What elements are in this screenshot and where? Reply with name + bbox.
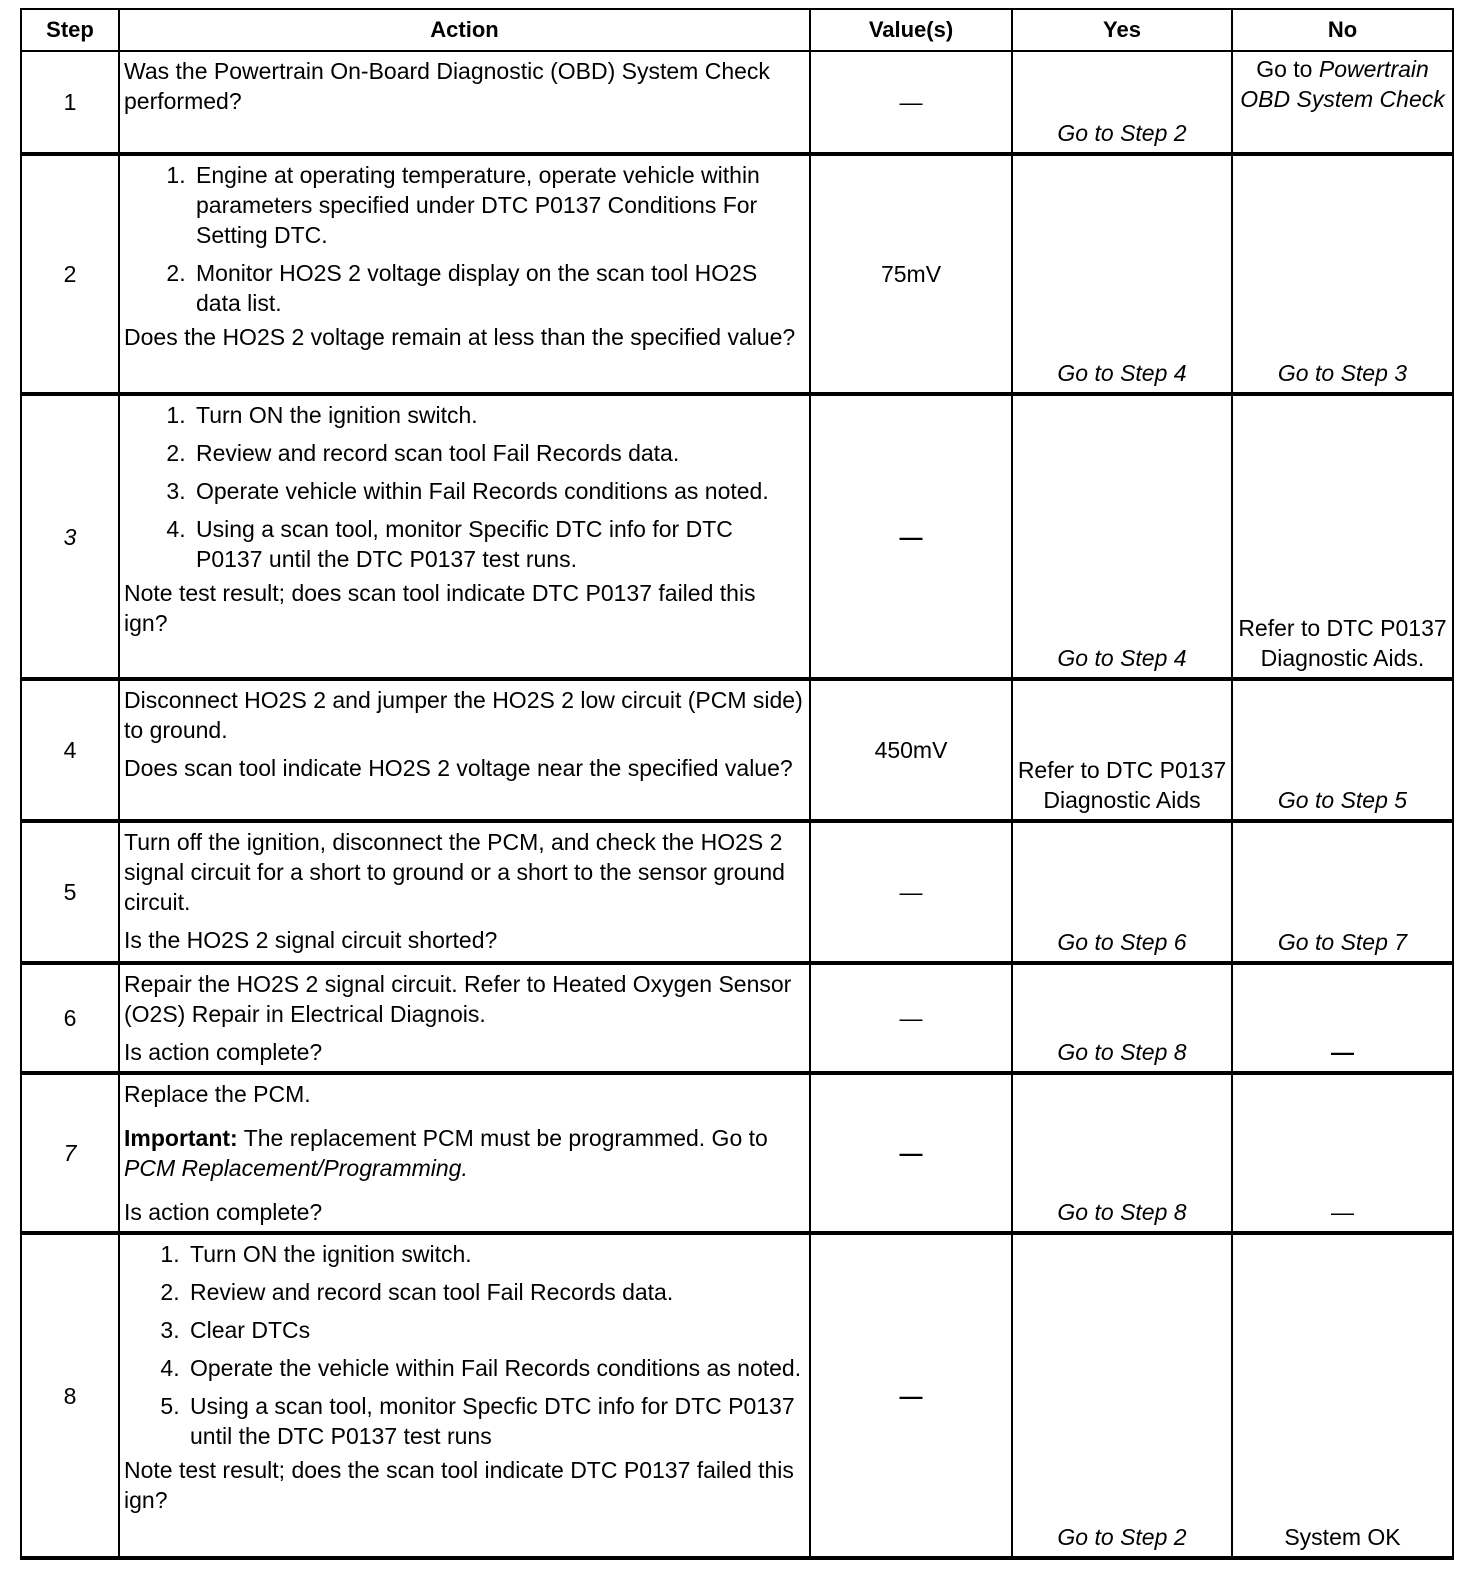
header-action: Action	[119, 9, 810, 51]
action-cell	[119, 821, 810, 963]
yes-cell: Go to Step 6	[1012, 821, 1232, 963]
important-note	[124, 1123, 803, 1183]
table-row	[21, 51, 1453, 154]
header-no: No	[1232, 9, 1453, 51]
step-number: 4	[21, 679, 119, 821]
action-cell	[119, 394, 810, 679]
no-cell: System OK	[1232, 1233, 1453, 1558]
action-cell	[119, 679, 810, 821]
action-question: Is the HO2S 2 signal circuit shorted?	[124, 927, 498, 953]
no-cell: Go to Step 5	[1232, 679, 1453, 821]
no-cell	[1232, 51, 1453, 154]
value-cell: —	[810, 51, 1012, 154]
action-text: Replace the PCM.	[124, 1081, 311, 1107]
table-row	[21, 154, 1453, 394]
action-cell	[119, 963, 810, 1073]
action-text: Disconnect HO2S 2 and jumper the HO2S 2 low circuit (PCM side) to ground.	[124, 687, 803, 743]
action-text: Was the Powertrain On-Board Diagnostic (OBD) System Check performed?	[124, 58, 770, 114]
action-question: Is action complete?	[124, 1039, 323, 1065]
action-question: Does the HO2S 2 voltage remain at less than the specified value?	[124, 324, 796, 350]
list-item: 3. Operate vehicle within Fail Records conditions as noted.	[192, 476, 803, 506]
action-list	[124, 1239, 803, 1451]
step-number: 2	[21, 154, 119, 394]
list-item: 4. Operate the vehicle within Fail Records conditions as noted.	[186, 1353, 803, 1383]
value-cell: —	[810, 394, 1012, 679]
step-number: 8	[21, 1233, 119, 1558]
header-values: Value(s)	[810, 9, 1012, 51]
step-number: 7	[21, 1073, 119, 1233]
yes-cell: Go to Step 4	[1012, 394, 1232, 679]
list-item: 5. Using a scan tool, monitor Specfic DTC info for DTC P0137 until the DTC P0137 test runs	[186, 1391, 803, 1451]
table-row	[21, 679, 1453, 821]
action-cell	[119, 1233, 810, 1558]
important-label: Important:	[124, 1125, 238, 1151]
list-item: 1. Turn ON the ignition switch.	[192, 400, 803, 430]
yes-cell: Go to Step 8	[1012, 963, 1232, 1073]
action-question: Note test result; does scan tool indicate DTC P0137 failed this ign?	[124, 580, 756, 636]
no-cell: Refer to DTC P0137 Diagnostic Aids.	[1232, 394, 1453, 679]
step-number: 5	[21, 821, 119, 963]
value-cell: —	[810, 1233, 1012, 1558]
action-list	[124, 400, 803, 574]
important-reference: PCM Replacement/Programming.	[124, 1155, 468, 1181]
yes-cell: Go to Step 2	[1012, 51, 1232, 154]
value-cell: 450mV	[810, 679, 1012, 821]
step-number: 1	[21, 51, 119, 154]
header-row	[21, 9, 1453, 51]
step-number: 3	[21, 394, 119, 679]
table-row	[21, 821, 1453, 963]
list-item: 2. Review and record scan tool Fail Records data.	[186, 1277, 803, 1307]
list-item: 2. Monitor HO2S 2 voltage display on the scan tool HO2S data list.	[192, 258, 803, 318]
yes-cell: Go to Step 2	[1012, 1233, 1232, 1558]
value-cell: —	[810, 1073, 1012, 1233]
step-number: 6	[21, 963, 119, 1073]
action-question: Does scan tool indicate HO2S 2 voltage near the specified value?	[124, 755, 793, 781]
action-text: Turn off the ignition, disconnect the PCM, and check the HO2S 2 signal circuit for a short to ground or a short to the sensor ground circuit.	[124, 829, 785, 915]
yes-cell: Go to Step 4	[1012, 154, 1232, 394]
table-row	[21, 963, 1453, 1073]
action-cell	[119, 1073, 810, 1233]
action-list	[124, 160, 803, 318]
no-prefix: Go to	[1256, 56, 1313, 82]
value-cell: —	[810, 963, 1012, 1073]
action-question: Is action complete?	[124, 1199, 323, 1225]
list-item: 1. Engine at operating temperature, operate vehicle within parameters specified under DTC P0137 Conditions For Setting DTC.	[192, 160, 803, 250]
action-cell	[119, 51, 810, 154]
diagnostic-table	[20, 8, 1454, 1560]
important-text: The replacement PCM must be programmed. Go to	[243, 1125, 768, 1151]
list-item: 1. Turn ON the ignition switch.	[186, 1239, 803, 1269]
no-cell: Go to Step 3	[1232, 154, 1453, 394]
no-reference: Powertrain OBD System Check	[1240, 56, 1445, 112]
list-item: 3. Clear DTCs	[186, 1315, 803, 1345]
header-yes: Yes	[1012, 9, 1232, 51]
table-row	[21, 1073, 1453, 1233]
action-text: Repair the HO2S 2 signal circuit. Refer to Heated Oxygen Sensor (O2S) Repair in Electrical Diagnois.	[124, 971, 792, 1027]
action-question: Note test result; does the scan tool indicate DTC P0137 failed this ign?	[124, 1457, 794, 1513]
value-cell: —	[810, 821, 1012, 963]
list-item: 4. Using a scan tool, monitor Specific DTC info for DTC P0137 until the DTC P0137 test runs.	[192, 514, 803, 574]
no-cell: —	[1232, 1073, 1453, 1233]
action-cell	[119, 154, 810, 394]
yes-cell: Refer to DTC P0137 Diagnostic Aids	[1012, 679, 1232, 821]
value-cell: 75mV	[810, 154, 1012, 394]
yes-cell: Go to Step 8	[1012, 1073, 1232, 1233]
list-item: 2. Review and record scan tool Fail Records data.	[192, 438, 803, 468]
no-cell: Go to Step 7	[1232, 821, 1453, 963]
table-row	[21, 1233, 1453, 1558]
header-step: Step	[21, 9, 119, 51]
no-cell: —	[1232, 963, 1453, 1073]
table-row	[21, 394, 1453, 679]
